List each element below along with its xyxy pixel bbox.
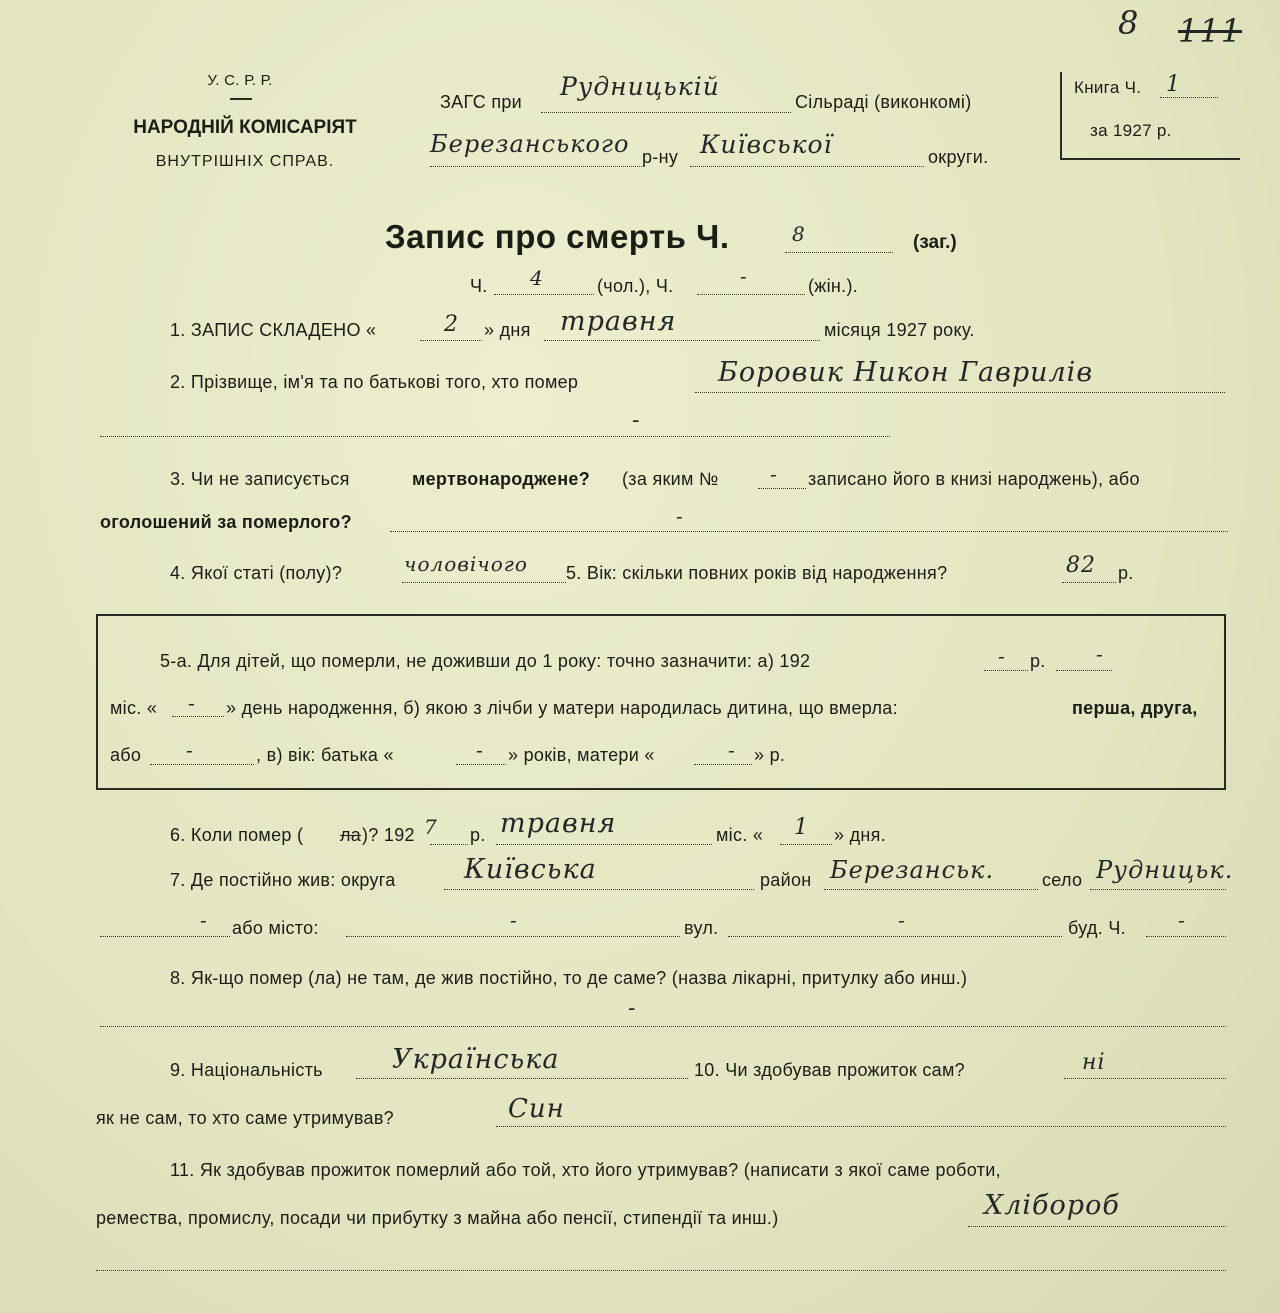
occupation-value: Хлібороб [984,1190,1120,1221]
book-number: 1 [1166,72,1181,97]
female-count-value: - [740,264,748,288]
f9-label: 9. Національність [170,1060,323,1080]
republic-label: У. С. Р. Р. [207,72,273,89]
f5a-abo: або [110,745,142,765]
f3-bold2: оголошений за померлого? [100,512,352,532]
f1-day-suffix: » дня [484,320,531,340]
death-day-value: 1 [794,815,809,840]
f6-struck: ла [340,825,362,845]
female-label: (жін.). [808,276,859,296]
death-month-value: травня [500,808,617,839]
f5a-line3b: » років, матери « [508,745,655,765]
f3-text1: 3. Чи не записується [170,469,350,489]
f3-value: - [676,504,684,528]
f6-mis: міс. « [716,825,764,845]
f1-suffix: місяця 1927 року. [824,320,975,340]
f5a-father-value: - [476,738,484,762]
f11-line1: 11. Як здобував прожиток померлий або той, хто його утримував? (написати з якої саме роботи, [170,1160,1001,1180]
residence-bud-value: - [1178,908,1186,932]
f3-text3: записано його в книзі народжень), або [808,469,1140,489]
header-divider [230,98,252,100]
record-number: 8 [792,222,806,246]
f5a-line3c: » р. [754,745,786,765]
f5-suffix: р. [1118,563,1134,583]
f10-cont: як не сам, то хто саме утримував? [96,1108,394,1128]
death-year-value: 7 [424,815,438,839]
record-title: Запис про смерть Ч. [385,218,730,255]
commissariat-label: НАРОДНІЙ КОМІСАРІЯТ [133,117,357,138]
residence-raion-value: Березанськ. [830,856,995,884]
f5a-line3a: , в) вік: батька « [256,745,394,765]
f5a-year-value: - [998,644,1006,668]
f1-day-value: 2 [444,312,459,337]
f1-label: 1. ЗАПИС СКЛАДЕНО « [170,320,377,340]
f4-label: 4. Якої статі (полу)? [170,563,343,583]
male-label: (чол.), Ч. [597,276,674,296]
f7-dash: - [200,908,208,932]
f3-bold1: мертвонароджене? [412,469,590,489]
self-support-value: ні [1082,1050,1106,1075]
archive-sheet-mark: 111 [1178,12,1243,50]
record-total-suffix: (заг.) [913,232,957,253]
male-count-label: Ч. [470,276,488,296]
f5a-mis: міс. « [110,698,158,718]
okruha-suffix: округи. [928,147,989,167]
f7-bud-label: буд. Ч. [1068,918,1126,938]
archive-page-mark: 8 [1118,4,1140,42]
okruha-value: Київської [700,130,833,159]
book-box-bottom [1060,158,1240,160]
f7-label: 7. Де постійно жив: округа [170,870,396,890]
raion-suffix: р-ну [642,147,679,167]
f5a-r: р. [1030,651,1046,671]
f5a-mother-value: - [728,738,736,762]
f7-misto-label: або місто: [232,918,319,938]
f6-dnya: » дня. [834,825,887,845]
council-suffix: Сільраді (виконкомі) [795,92,972,112]
age-value: 82 [1066,553,1096,578]
f8-label: 8. Як-що помер (ла) не там, де жив постійно, то де саме? (назва лікарні, притулку або инш.) [170,968,968,988]
f5a-order-value: - [186,738,194,762]
zags-prefix: ЗАГС при [440,92,523,112]
f5a-bold: перша, друга, [1072,698,1198,718]
f3-text2: (за яким № [622,469,719,489]
f7-selo-label: село [1042,870,1083,890]
village-council-value: Рудницькій [560,72,720,101]
f2-continuation: - [632,408,641,433]
residence-selo-value: Рудницьк. [1096,856,1234,884]
f8-value: - [628,996,637,1021]
internal-affairs-label: ВНУТРІШНІХ СПРАВ. [155,153,335,170]
deceased-name-value: Боровик Никон Гаврилів [718,357,1094,388]
f2-label: 2. Прізвище, ім'я та по батькові того, хто помер [170,372,579,392]
f5a-line1: 5-а. Для дітей, що померли, не доживши до 1 року: точно зазначити: а) 192 [160,651,811,671]
male-count-value: 4 [530,266,544,290]
f6-label: 6. Коли помер ( [170,825,304,845]
f1-month-value: травня [560,306,677,337]
f5-label: 5. Вік: скільки повних років від народження? [566,563,948,583]
f7-raion-label: район [760,870,812,890]
f5a-day-value: - [188,691,196,715]
f5a-line2: » день народження, б) якою з лічби у матери народилась дитина, що вмерла: [226,698,898,718]
f10-label: 10. Чи здобував прожиток сам? [694,1060,965,1080]
f7-vul-label: вул. [684,918,719,938]
residence-vul-value: - [898,908,906,932]
f5a-month-value: - [1096,642,1104,666]
raion-value: Березанського [430,130,630,158]
f6-label2: )? 192 [362,825,415,845]
supported-by-value: Син [508,1094,565,1124]
f3-num-value: - [770,462,778,486]
residence-misto-value: - [510,908,518,932]
book-year: за 1927 р. [1090,121,1172,140]
sex-value: чоловічого [404,552,528,576]
residence-okruha-value: Київська [464,854,597,885]
f6-r: р. [470,825,486,845]
f11-line2: ремества, промислу, посади чи прибутку з майна або пенсії, стипендії та инш.) [96,1208,779,1228]
book-label: Книга Ч. [1074,78,1142,97]
book-box-left [1060,72,1062,160]
nationality-value: Українська [392,1044,560,1075]
